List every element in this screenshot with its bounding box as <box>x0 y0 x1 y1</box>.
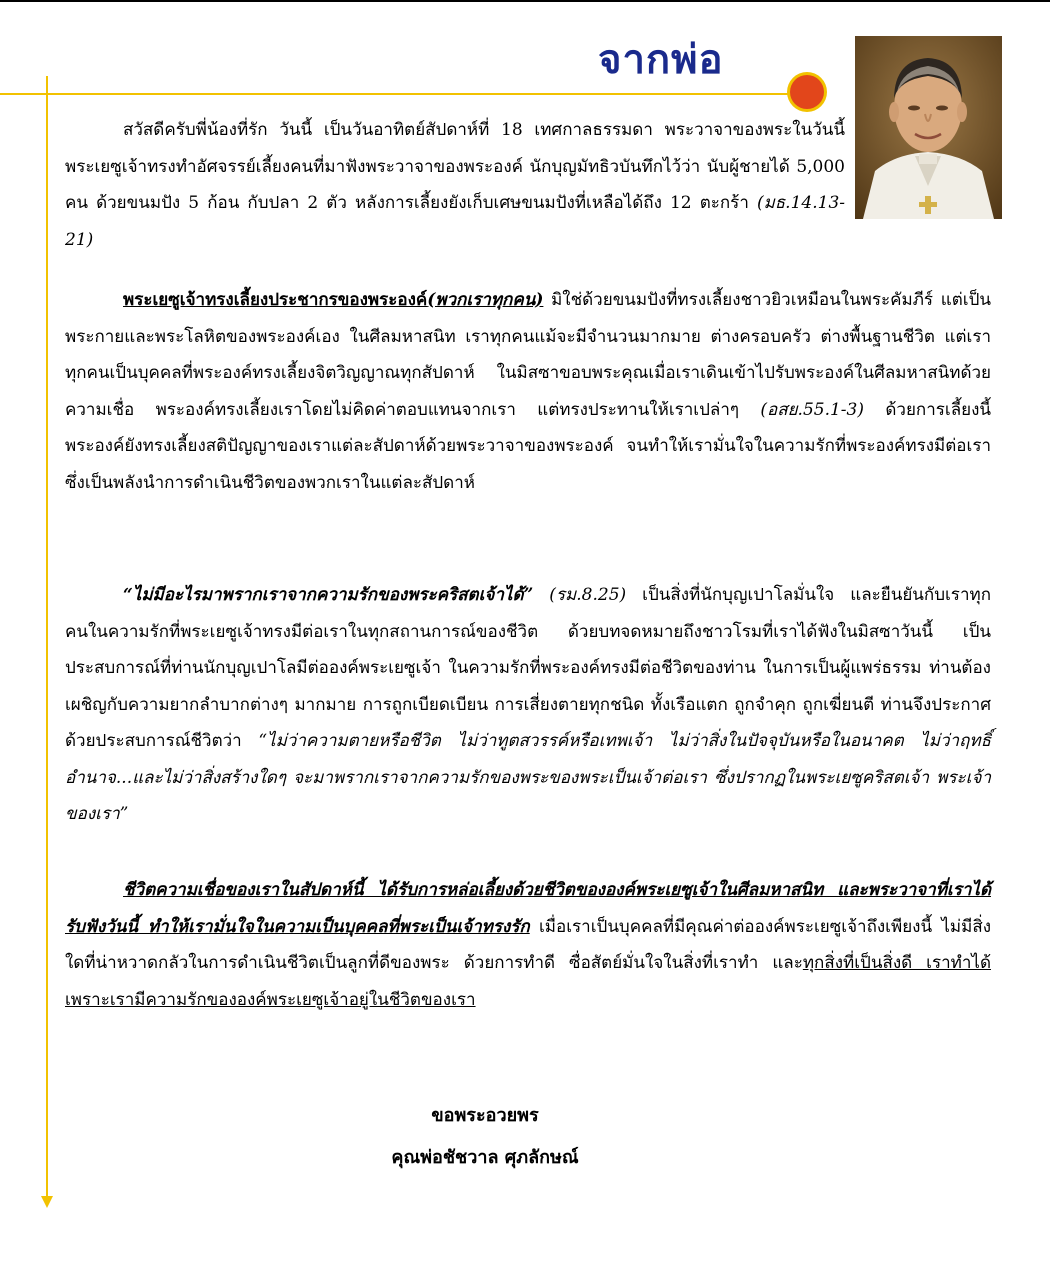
circle-bullet-icon <box>790 75 824 109</box>
eucharist-text: มิใช่ด้วยขนมปังที่ทรงเลี้ยงชาวยิวเหมือนในพระคัมภีร์ แต่เป็นพระกายและพระโลหิตของพระองค์เอง ในศีลมหาสนิท เราทุกคนแม้จะมีจำนวนมากมาย ต่างครอบครัว ต่างพื้นฐานชีวิต แต่เราทุกคนเป็นบุคคลที่พระองค์ทรงเลี้ยงจิตวิญญาณทุกสัปดาห์ ในมิสซาขอบพระคุณเมื่อเราเดินเข้าไปรับพระองค์ในศีลมหาสนิทด้วยความเชื่อ พระองค์ทรงเลี้ยงเราโดยไม่คิดค่าตอบแทนจากเรา แต่ทรงประทานให้เราเปล่าๆ <box>65 290 991 420</box>
author-name: คุณพ่อชัชวาล ศุภลักษณ์ <box>391 1147 579 1168</box>
paragraph-eucharist <box>65 282 991 501</box>
priest-portrait-photo <box>855 36 1002 219</box>
underlined-closing: ทุกสิ่งที่เป็นสิ่งดี เราทำได้ เพราะเรามีความรักขององค์พระเยซูเจ้าอยู่ในชีวิตของเรา <box>65 953 991 1010</box>
conclusion-text: เมื่อเราเป็นบุคคลที่มีคุณค่าต่อองค์พระเยซูเจ้าถึงเพียงนี้ ไม่มีสิ่งใดที่น่าหวาดกลัวในการดำเนินชีวิตเป็นลูกที่ดีของพระ ด้วยการทำดี ซื่อสัตย์มั่นใจในสิ่งที่เราทำ และ <box>65 916 991 973</box>
horizontal-accent-line <box>0 93 800 95</box>
paragraph-intro <box>65 112 845 258</box>
page-title: จากพ่อ <box>598 37 724 83</box>
arrow-down-icon <box>41 1196 53 1208</box>
romans-text: เป็นสิ่งที่นักบุญเปาโลมั่นใจ และยืนยันกับเราทุกคนในความรักที่พระเยซูเจ้าทรงมีต่อเราในทุกสถานการณ์ของชีวิต ด้วยบทจดหมายถึงชาวโรมที่เราได้ฟังในมิสซาวันนี้ เป็นประสบการณ์ที่ท่านนักบุญเปาโลมีต่อองค์พระเยซูเจ้า ในความรักที่พระองค์ทรงมีต่อชีวิตของท่าน ในการเป็นผู้แพร่ธรรม ท่านต้องเผชิญกับความยากลำบากต่างๆ มากมาย การถูกเบียดเบียน การเสี่ยงตายทุกชนิด ทั้งเรือแตก ถูกจำคุก ถูกเฆี่ยนตี ท่านจึงประกาศด้วยประสบการณ์ชีวิตว่า <box>65 585 991 751</box>
top-border-line <box>0 0 1050 2</box>
scripture-reference: (รม.8.25) <box>533 585 643 605</box>
eucharist-text-continued: ด้วยการเลี้ยงนี้ พระองค์ยังทรงเลี้ยงสติปัญญาของเราแต่ละสัปดาห์ด้วยพระวาจาของพระองค์ จนทำให้เรามั่นใจในความรักที่พระองค์ทรงมีต่อเรา ซึ่งเป็นพลังนำการดำเนินชีวิตของพวกเราในแต่ละสัปดาห์ <box>65 399 991 493</box>
underlined-aside: (พวกเราทุกคน) <box>427 290 544 310</box>
scripture-reference: (มธ.14.13-21) <box>65 193 845 250</box>
quotation-paul: “ไม่ว่าความตายหรือชีวิต ไม่ว่าทูตสวรรค์หรือเทพเจ้า ไม่ว่าสิ่งในปัจจุบันหรือในอนาคต ไม่ว่าฤทธิ์อำนาจ...และไม่ว่าสิ่งสร้างใดๆ จะมาพรากเราจากความรักของพระของพระเป็นเจ้าต่อเรา ซึ่งปรากฏในพระเยซูคริสตเจ้า พระเจ้าของเรา” <box>65 731 991 824</box>
underlined-statement: ชีวิตความเชื่อของเราในสัปดาห์นี้ ได้รับการหล่อเลี้ยงด้วยชีวิตขององค์พระเยซูเจ้าในศีลมหาสนิท และพระวาจาที่เราได้รับฟังวันนี้ ทำให้เรามั่นใจในความเป็นบุคคลที่พระเป็นเจ้าทรงรัก <box>65 880 991 937</box>
intro-text: สวัสดีครับพี่น้องที่รัก วันนี้ เป็นวันอาทิตย์สัปดาห์ที่ 18 เทศกาลธรรมดา พระวาจาของพระในวันนี้ พระเยซูเจ้าทรงทำอัศจรรย์เลี้ยงคนที่มาฟังพระวาจาของพระองค์ นักบุญมัทธิวบันทึกไว้ว่า นับผู้ชายได้ 5,000 คน ด้วยขนมปัง 5 ก้อน กับปลา 2 ตัว หลังการเลี้ยงยังเก็บเศษขนมปังที่เหลือได้ถึง 12 ตะกร้า <box>65 120 845 213</box>
blessing-line: ขอพระอวยพร <box>431 1105 539 1126</box>
vertical-accent-line <box>46 76 48 1198</box>
scripture-reference: (อสย.55.1-3) <box>760 399 864 420</box>
paragraph-conclusion <box>65 872 991 1018</box>
quotation: “ไม่มีอะไรมาพรากเราจากความรักของพระคริสตเจ้าได้” <box>123 585 534 605</box>
portrait-icon <box>855 36 1002 219</box>
paragraph-romans <box>65 577 991 833</box>
underlined-statement: พระเยซูเจ้าทรงเลี้ยงประชากรของพระองค์ <box>123 290 428 310</box>
